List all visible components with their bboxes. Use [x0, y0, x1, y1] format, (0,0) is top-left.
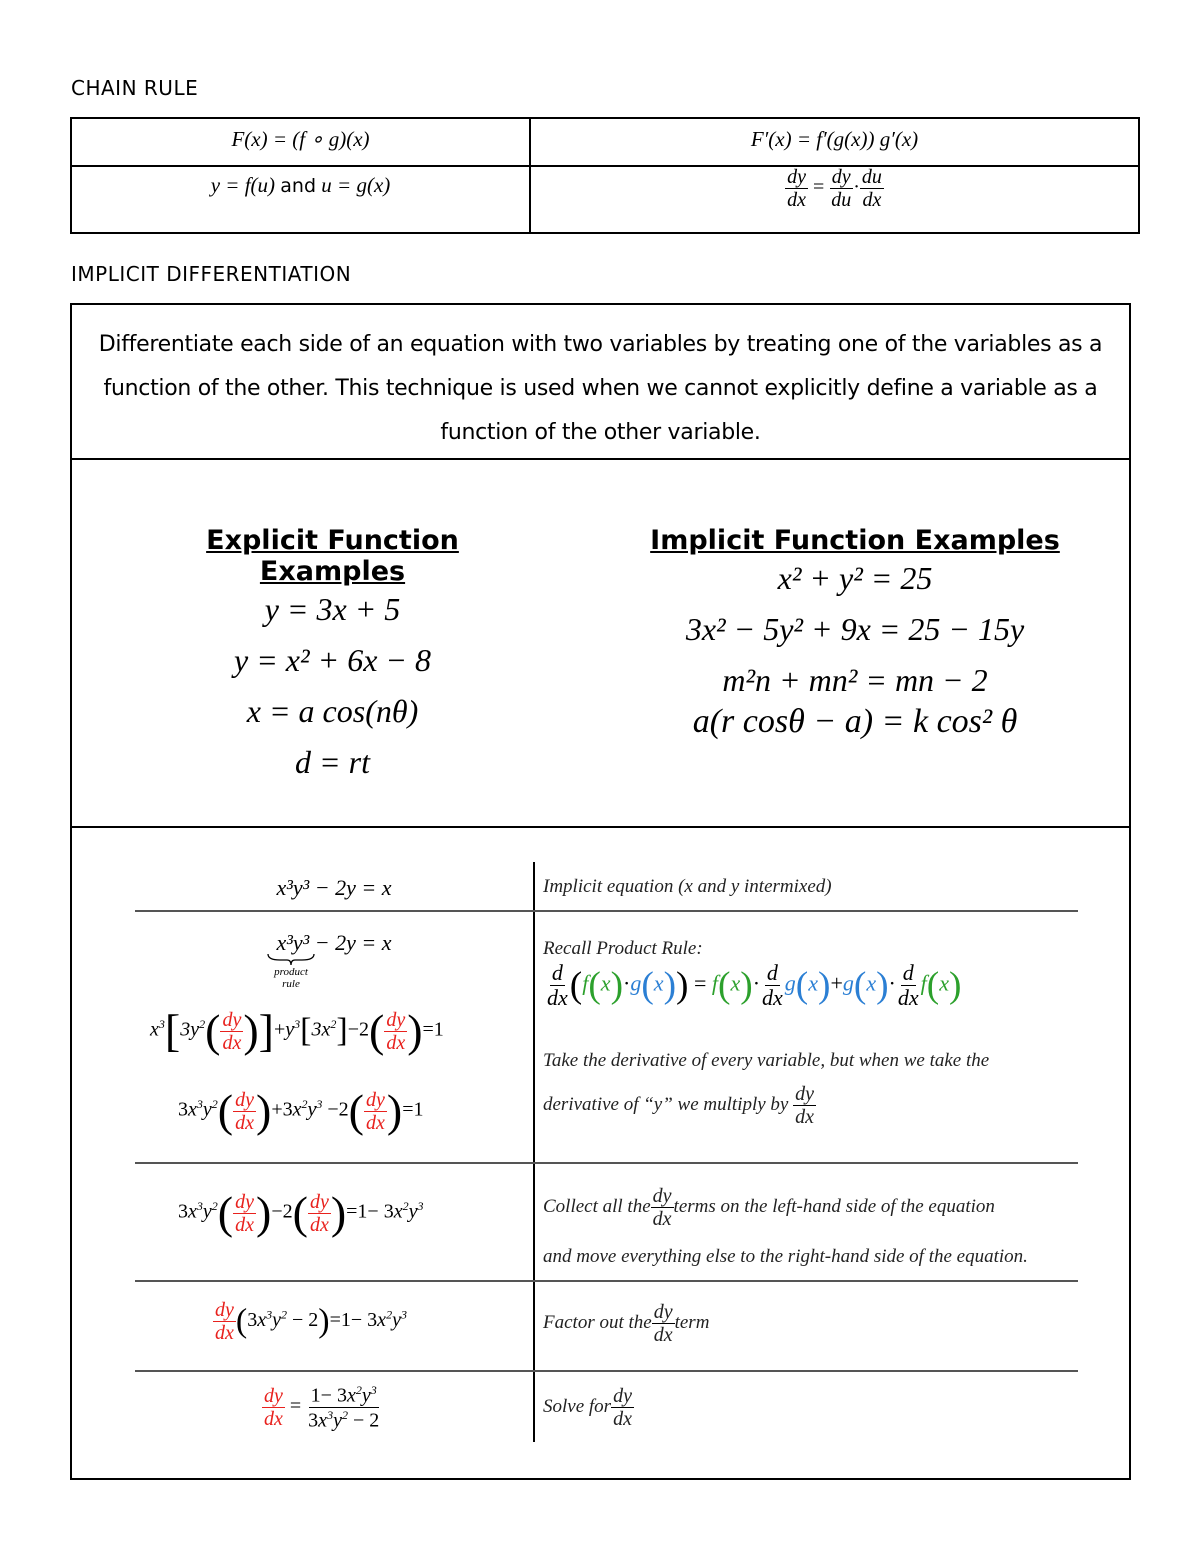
substitution-u: u = g(x)	[321, 173, 391, 197]
substitution-y: y = f(u)	[210, 173, 276, 197]
chain-rule-table	[70, 117, 1140, 234]
s3d-dx: dx	[652, 1208, 672, 1230]
leibniz-t2-den: dx	[862, 189, 882, 211]
explicit-example-2: y = x² + 6x − 8	[234, 642, 431, 678]
explicit-example-4: d = rt	[295, 744, 370, 780]
implicit-example-4: a(r cosθ − a) = k cos² θ	[692, 703, 1018, 740]
pr-dx1: dx	[547, 985, 568, 1010]
implicit-example-3: m²n + mn² = mn − 2	[722, 662, 988, 698]
step4-factor-a: Factor out the	[543, 1311, 652, 1333]
s3-dy2: dy	[309, 1190, 329, 1213]
explicit-example-1: y = 3x + 5	[264, 591, 401, 627]
step3-collect	[543, 1186, 995, 1229]
s4d-dy: dy	[653, 1301, 673, 1323]
leibniz-eq: =	[812, 176, 825, 199]
step3-collect-a: Collect all the	[543, 1195, 651, 1217]
step1-description: Implicit equation (x and y intermixed)	[543, 876, 832, 897]
step4-factor-b: term	[674, 1311, 710, 1333]
product-rule-title: Recall Product Rule:	[543, 938, 703, 959]
step5-solve-a: Solve for	[543, 1395, 612, 1417]
pr-d1: d	[551, 960, 563, 985]
explicit-example-3: x = a cos(nθ)	[246, 693, 419, 729]
l2-dx2: dx	[366, 1111, 385, 1134]
step2-equation: x³y³ − 2y = x	[276, 930, 392, 955]
chain-rule-leibniz	[531, 167, 1138, 210]
implicit-example-1: x² + y² = 25	[777, 560, 933, 596]
s5-dx: dx	[264, 1407, 283, 1430]
l2-dy2: dy	[366, 1088, 385, 1111]
explicit-title: Explicit Function Examples	[206, 525, 459, 587]
leibniz-t2-num: du	[861, 166, 882, 188]
pr-d2: d	[766, 960, 778, 985]
s2-dx: dx	[795, 1106, 815, 1128]
step5-equation: $\frac{dy}{dx}$ = $\frac{1- 3x^2y^3}{3x^3y^2 - 2}$	[264, 1383, 380, 1432]
s5-dy: dy	[264, 1384, 283, 1407]
l2-dx1: dx	[235, 1111, 254, 1134]
s3-dx1: dx	[235, 1213, 254, 1236]
rule-label: rule	[282, 978, 300, 990]
step1-equation: x³y³ − 2y = x	[276, 875, 392, 900]
implicit-title: Implicit Function Examples	[650, 525, 1060, 556]
s4-dx: dx	[215, 1322, 234, 1344]
step3-move: and move everything else to the right-hand side of the equation.	[543, 1246, 1028, 1267]
s4-dy: dy	[215, 1299, 234, 1321]
chain-rule-derivative: F′(x) = f′(g(x)) g′(x)	[750, 127, 919, 151]
step2-multiply-by	[543, 1084, 816, 1127]
step3-equation: $3x^3y^2$( $\frac{dy}{dx}$ )−2( $\frac{dy}{dx}$ )$=1- 3x^2y^3$	[178, 1187, 424, 1238]
chain-rule-composition: F(x) = (f ∘ g)(x)	[231, 127, 370, 151]
l1-dx2: dx	[386, 1031, 406, 1054]
leibniz-dot: ·	[853, 176, 860, 199]
product-label: product	[274, 966, 308, 978]
step2-multiply-text: derivative of “y” we multiply by	[543, 1093, 789, 1115]
step2-derivative-line2: $3x^3y^2$( $\frac{dy}{dx}$ )$+3x^2y^3 -2$( $\frac{dy}{dx}$ )=1	[178, 1085, 424, 1136]
leibniz-lhs-num: dy	[787, 166, 806, 188]
explicit-examples	[130, 525, 535, 781]
s4d-dx: dx	[653, 1324, 673, 1346]
product-rule-label	[258, 966, 324, 990]
leibniz-t1-num: dy	[831, 166, 851, 188]
implicit-examples	[640, 525, 1070, 741]
chain-rule-substitution	[72, 173, 529, 198]
implicit-heading: IMPLICIT DIFFERENTIATION	[71, 262, 352, 286]
implicit-example-2: 3x² − 5y² + 9x = 25 − 15y	[685, 611, 1025, 647]
s3d-dy: dy	[652, 1185, 672, 1207]
substitution-and: and	[280, 175, 317, 197]
step4-equation: $\frac{dy}{dx}$ $(3x^3y^2 - 2)=1- 3x^2y^3$	[215, 1299, 407, 1344]
pr-d3: d	[902, 960, 914, 985]
l1-dy1: dy	[222, 1008, 242, 1031]
step3-collect-b: terms on the left-hand side of the equation	[673, 1195, 995, 1217]
step2-derivative-line1: $x^3[3y^2$( $\frac{dy}{dx}$ )]$+y^3[3x^2]-2$( $\frac{dy}{dx}$ )=1	[150, 1005, 444, 1056]
s2-dy: dy	[795, 1083, 815, 1105]
implicit-definition: Differentiate each side of an equation with two variables by treating one of the variables as a function of the other. This technique is used when we cannot explicitly define a variable as a function of the other variable.	[98, 332, 1103, 445]
product-rule-formula: $\frac{d}{dx}$ (f(x)·g(x)) = f(x)· $\frac{d}{dx}$ g(x)+g(x)· $\frac{d}{dx}$ f(x)	[547, 960, 962, 1010]
step5-solve	[543, 1386, 634, 1429]
l1-dy2: dy	[386, 1008, 406, 1031]
step4-factor	[543, 1302, 709, 1345]
leibniz-t1-den: du	[831, 189, 852, 211]
pr-dx2: dx	[762, 985, 783, 1010]
leibniz-lhs-den: dx	[787, 189, 806, 211]
l2-dy1: dy	[235, 1088, 254, 1111]
s3-dx2: dx	[309, 1213, 329, 1236]
step2-take-derivative: Take the derivative of every variable, but when we take the	[543, 1050, 990, 1071]
s5d-dx: dx	[613, 1408, 632, 1430]
s3-dy1: dy	[235, 1190, 254, 1213]
product-rule-brace	[266, 952, 316, 966]
pr-dx3: dx	[897, 985, 919, 1010]
chain-rule-heading: CHAIN RULE	[71, 76, 199, 100]
s5d-dy: dy	[613, 1385, 632, 1407]
l1-dx1: dx	[222, 1031, 242, 1054]
